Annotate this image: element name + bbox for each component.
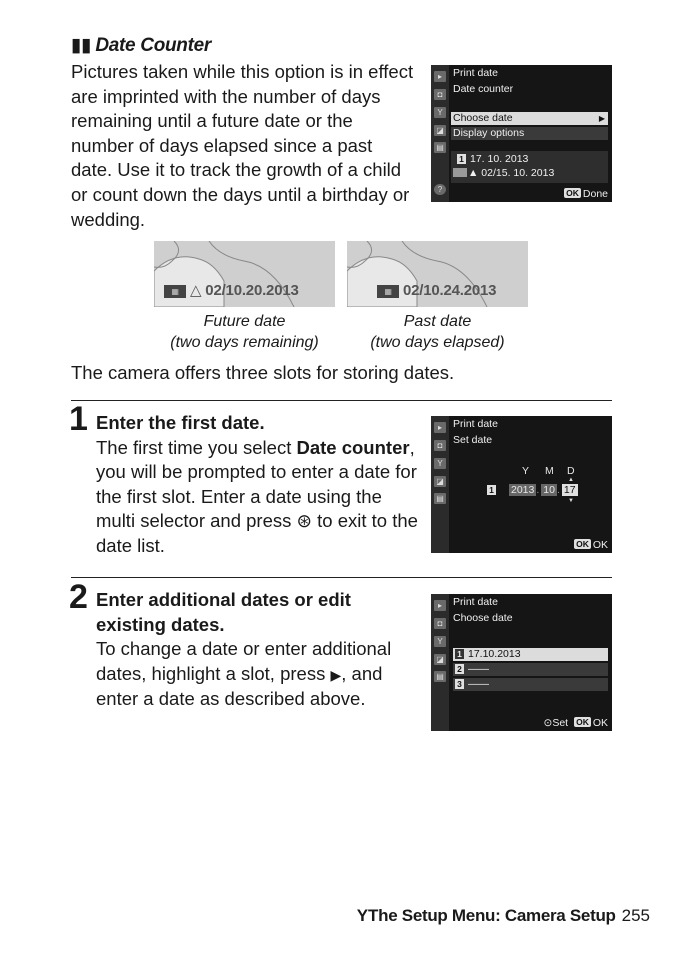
step-2-text-before: To change a date or enter additional dates, highlight a slot, press [96,638,392,684]
screen-menu-title: Print date [453,67,498,79]
multi-selector-icon: ⊙ [543,717,553,729]
month-field[interactable]: 10 [543,484,555,496]
slot-badge: 3 [455,679,464,689]
screen-sub-title: Choose date [453,612,513,624]
menu-item-label: Display options [453,127,525,139]
up-arrow-icon: ▲ [568,477,574,483]
caption-future-line-1: Future date [203,313,286,330]
slot-badge: 2 [455,664,464,674]
step-2-number: 2 [69,578,88,616]
playback-icon: ▸ [434,71,446,82]
photo-future-date [154,241,335,307]
caption-past-line-2: (two days elapsed) [370,334,505,351]
retouch-icon: ◪ [434,654,446,665]
ok-button-icon: OK [576,717,589,727]
slot-value: —— [468,678,489,690]
camera-screen-date-counter [431,65,612,202]
section-title [71,34,211,57]
screen-sub-title: Date counter [453,83,514,95]
screen-sub-title: Set date [453,434,493,446]
my-menu-icon: ▤ [434,142,446,153]
step-2-title-line-1: Enter additional dates or edit [96,589,351,610]
caption-future [154,311,335,353]
slot-badge: 1 [455,649,464,659]
menu-sidebar [431,594,449,731]
slot-1-badge: 1 [487,485,496,495]
photo-date-stamp [377,282,496,299]
my-menu-icon: ▤ [434,671,446,682]
menu-sidebar [431,65,449,202]
date-line-1-text: 17. 10. 2013 [470,153,529,165]
wrench-icon: Y [434,107,446,118]
step-1-text [96,436,421,559]
date-entry-row: 1 2013 . 10 . 17 [487,484,578,496]
slot-row-1[interactable] [453,648,608,661]
date-list-panel [451,151,608,183]
screen-footer [544,717,609,729]
date-col-d: D [567,465,575,477]
screen-menu-title: Print date [453,418,498,430]
step-2-text [96,637,421,712]
camera-screen-choose-date [431,594,612,731]
slot-value: 17.10.2013 [468,648,521,660]
footer-label: OK [592,539,608,551]
divider [71,400,612,401]
footer-label: Done [582,188,608,200]
date-line-1 [457,153,528,166]
my-menu-icon: ▤ [434,493,446,504]
step-2-text-after: , and enter a date as described above. [96,662,383,710]
caption-past [347,311,528,353]
photo-past-date [347,241,528,307]
wrench-icon: Y [434,636,446,647]
camera-icon: ◘ [434,440,446,451]
step-2-title-line-2: existing dates. [96,613,225,635]
step-2-body [96,588,421,712]
section-mark: ▮▮ [71,35,92,56]
help-icon: ? [434,184,446,195]
date-line-2 [453,167,554,180]
screen-footer [564,188,608,200]
camera-icon: ◘ [434,618,446,629]
retouch-icon: ◪ [434,125,446,136]
ok-button-icon: OK [576,539,589,549]
right-arrow-icon: ▶ [330,666,342,683]
camera-icon: ◘ [434,89,446,100]
down-arrow-icon: ▼ [568,498,574,504]
slots-text: The camera offers three slots for storing dates. [71,362,455,383]
divider [71,577,612,578]
photo-date-stamp [164,281,299,299]
footer-label: OK [592,717,608,729]
date-counter-icon: ▦ [377,285,399,298]
chevron-right-icon: ▶ [598,114,605,123]
date-counter-icon [453,168,467,177]
step-1-title: Enter the first date. [96,412,265,433]
page-number: 255 [621,906,650,925]
step-1-body [96,411,421,559]
screen-footer [574,539,608,551]
slot-1-badge: 1 [457,154,466,164]
wrench-icon: Y [434,458,446,469]
menu-item-choose-date[interactable] [451,112,608,125]
date-col-m: M [545,465,554,477]
photo-date-text: △ 02/10.20.2013 [190,282,299,299]
footer-title: The Setup Menu: Camera Setup [368,906,616,925]
intro-paragraph: Pictures taken while this option is in effect are imprinted with the number of days remaining until a future date or the number of days elapsed since a past date. Use it to track the growth of a child or count down the days until a birthday or wedding. [71,61,414,230]
menu-sidebar [431,416,449,553]
step-1-text-before: The first time you select [96,436,297,458]
ok-button-icon: OK [566,188,579,198]
screen-menu-title: Print date [453,596,498,608]
page-footer [357,906,650,926]
photo-date-text: 02/10.24.2013 [403,282,497,299]
step-1-text-bold: Date counter [296,436,410,458]
year-field[interactable]: 2013 [511,484,535,496]
step-1-number: 1 [69,400,88,438]
section-title-text: Date Counter [95,35,212,56]
date-col-y: Y [522,465,530,477]
caption-past-line-1: Past date [403,313,472,330]
menu-item-label: Choose date [453,112,513,124]
slot-row-2[interactable] [453,663,608,676]
playback-icon: ▸ [434,600,446,611]
camera-screen-set-date [431,416,612,553]
slot-row-3[interactable] [453,678,608,691]
playback-icon: ▸ [434,422,446,433]
step-1-text-after: , you will be prompted to enter a date for the first slot. Enter a date using the multi selector and press ⊛ to exit to the date list. [96,436,418,556]
date-line-2-text: ▲ 02/15. 10. 2013 [468,167,555,179]
caption-future-line-2: (two days remaining) [170,334,319,351]
retouch-icon: ◪ [434,476,446,487]
menu-item-display-options[interactable] [451,127,608,140]
footer-set-label: Set [552,717,569,729]
slot-value: —— [468,663,489,675]
date-counter-icon: ▦ [164,285,186,298]
day-field[interactable]: 17 [563,484,576,496]
wrench-icon: Y [356,906,369,925]
